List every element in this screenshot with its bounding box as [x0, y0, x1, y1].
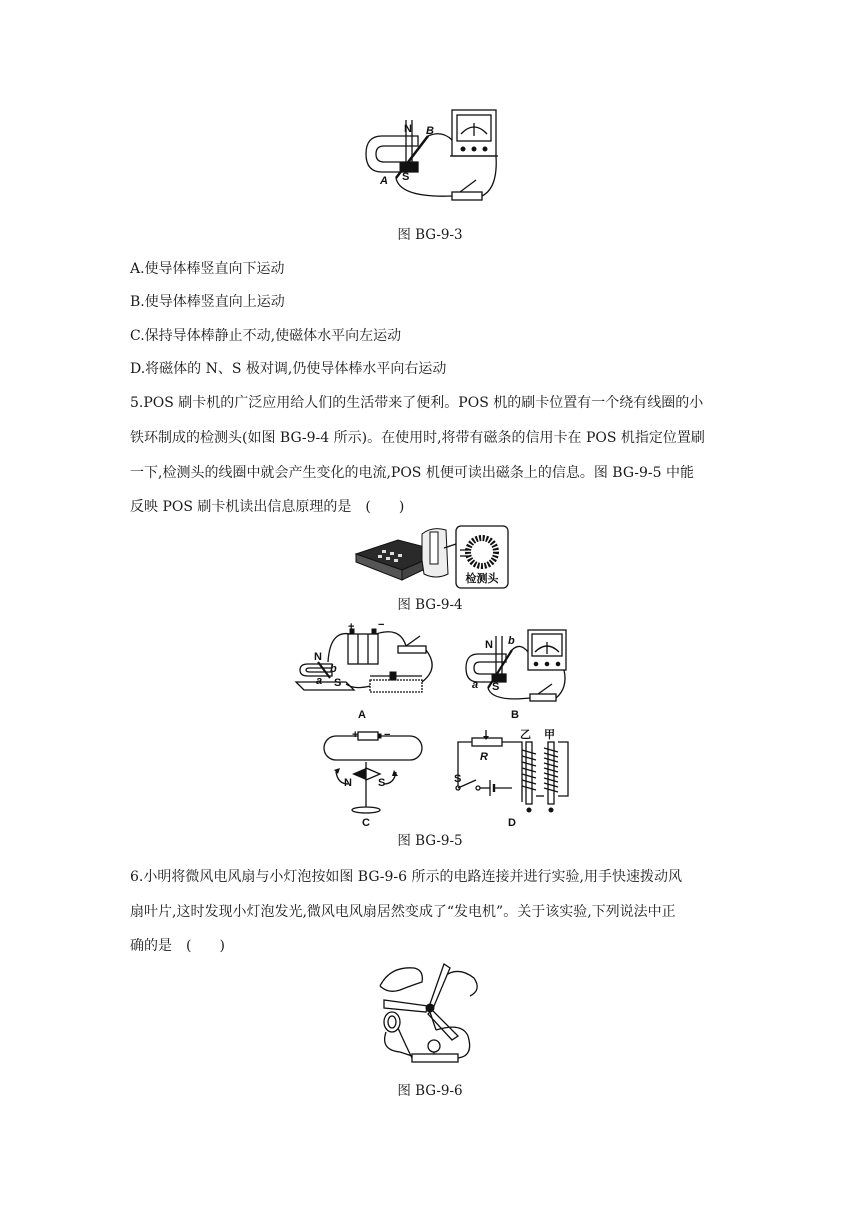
caption-bg-9-5: 图 BG-9-5 [397, 833, 463, 849]
q5-line-4: 反映 POS 刷卡机读出信息原理的是 ( ) [130, 499, 405, 515]
option-tag-d: D [508, 817, 516, 829]
label-s: S [402, 171, 410, 183]
label-b: b [508, 635, 515, 647]
label-n: N [314, 651, 322, 663]
label-b: B [426, 125, 434, 137]
label-yi: 乙 [520, 729, 531, 741]
magnet-galvanometer-diagram [360, 106, 500, 210]
figure-bg-9-6 [370, 960, 490, 1070]
label-a: a [316, 675, 323, 687]
fan-generator-diagram [370, 960, 490, 1070]
label-b: b [330, 663, 337, 675]
figure-bg-9-5-b [460, 628, 570, 722]
option-d-diagram [450, 726, 580, 830]
label-n: N [485, 639, 493, 651]
option-a-diagram [290, 620, 440, 724]
figure-bg-9-4 [352, 524, 512, 590]
q5-line-2: 铁环制成的检测头(如图 BG-9-4 所示)。在使用时,将带有磁条的信用卡在 POS 机指定位置刷 [130, 430, 705, 446]
figure-bg-9-5-a [290, 620, 440, 724]
label-n: N [344, 777, 352, 789]
label-s: S [334, 677, 342, 689]
option-tag-a: A [358, 709, 366, 721]
caption-bg-9-4: 图 BG-9-4 [397, 597, 463, 613]
label-minus: − [378, 620, 385, 631]
q5-line-3: 一下,检测头的线圈中就会产生变化的电流,POS 机便可读出磁条上的信息。图 BG-9-5 中能 [130, 465, 695, 481]
label-s: S [492, 681, 500, 693]
label-n: N [404, 123, 412, 135]
q6-line-3: 确的是 ( ) [130, 938, 225, 954]
label-plus: + [348, 621, 355, 633]
option-tag-c: C [362, 817, 370, 828]
label-r: R [480, 751, 488, 763]
q4-option-b: B.使导体棒竖直向上运动 [130, 294, 285, 310]
label-a: a [472, 679, 479, 691]
label-detection-head: 检测头 [465, 573, 499, 585]
caption-bg-9-6: 图 BG-9-6 [397, 1083, 463, 1099]
label-s: S [378, 777, 386, 789]
pos-machine-diagram [352, 524, 512, 590]
q4-option-d: D.将磁体的 N、S 极对调,仍使导体棒水平向右运动 [130, 361, 447, 377]
option-tag-b: B [511, 709, 519, 721]
q6-line-2: 扇叶片,这时发现小灯泡发光,微风电风扇居然变成了“发电机”。关于该实验,下列说法中正 [130, 904, 676, 920]
figure-bg-9-5-c [318, 728, 428, 828]
option-b-diagram [460, 628, 570, 722]
q4-option-a: A.使导体棒竖直向下运动 [130, 261, 285, 277]
q4-option-c: C.保持导体棒静止不动,使磁体水平向左运动 [130, 328, 402, 344]
label-minus: − [384, 729, 391, 741]
q6-line-1: 6.小明将微风电风扇与小灯泡按如图 BG-9-6 所示的电路连接并进行实验,用手快速拨动风 [130, 869, 682, 885]
figure-bg-9-3 [360, 106, 500, 210]
label-plus: + [352, 729, 359, 741]
option-c-diagram [318, 728, 428, 828]
q5-line-1: 5.POS 刷卡机的广泛应用给人们的生活带来了便利。POS 机的刷卡位置有一个绕有线圈的小 [130, 395, 704, 411]
label-jia: 甲 [544, 729, 555, 741]
label-a: A [380, 175, 388, 187]
figure-bg-9-5-d [450, 726, 580, 830]
caption-bg-9-3: 图 BG-9-3 [397, 227, 463, 243]
label-s: S [454, 773, 462, 785]
